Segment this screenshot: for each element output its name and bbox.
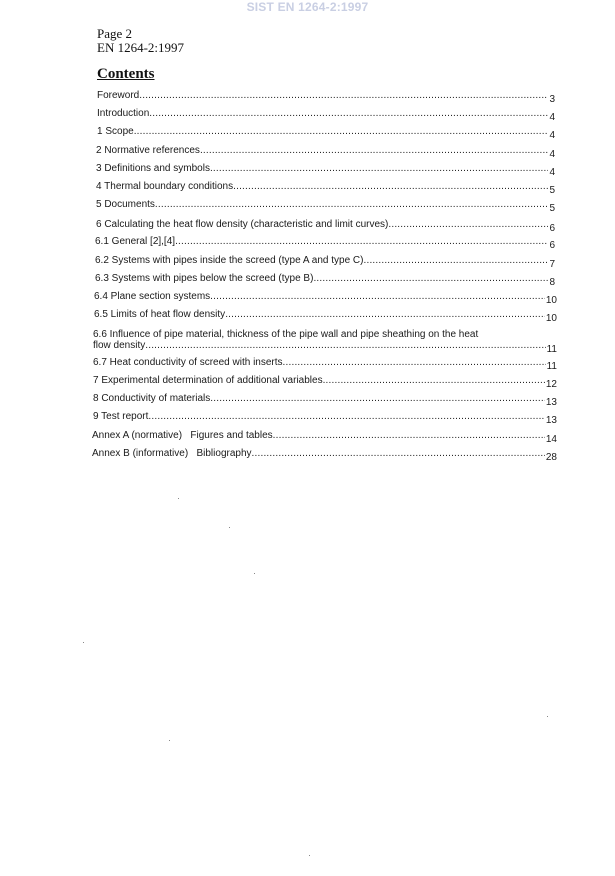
toc-page: 6 [549, 240, 555, 251]
toc-page: 13 [545, 397, 557, 408]
standard-id: EN 1264-2:1997 [97, 40, 185, 55]
toc-entry-6-6 [93, 329, 557, 355]
toc-entry-normative-references [96, 145, 555, 160]
toc-title-cont: flow density [93, 340, 146, 351]
toc-entry-test-report [93, 411, 557, 426]
toc-entry-documents [96, 199, 555, 214]
toc-entry-definitions [96, 163, 555, 178]
toc-page: 10 [545, 313, 557, 324]
toc-entry-6-2 [95, 255, 555, 270]
toc-entry-6-3 [95, 273, 555, 288]
toc-title: 9 Test report [93, 411, 149, 422]
toc-title: 6.1 General [2],[4] [95, 236, 176, 247]
toc-page: 8 [549, 277, 555, 288]
toc-title: 8 Conductivity of materials [93, 393, 211, 404]
toc-title: Introduction [97, 108, 150, 119]
toc-title: Annex B (informative) Bibliography [92, 448, 252, 459]
toc-title: Annex A (normative) Figures and tables [92, 430, 273, 441]
toc-entry-scope [97, 126, 555, 141]
toc-title: 6.4 Plane section systems [94, 291, 211, 302]
toc-page: 11 [546, 361, 557, 372]
toc-page: 7 [549, 259, 555, 270]
toc-entry-foreword [97, 90, 555, 105]
scan-speck [547, 716, 548, 717]
toc-page: 4 [549, 167, 555, 178]
toc-page: 14 [545, 434, 557, 445]
toc-title: 6.3 Systems with pipes below the screed (type B) [95, 273, 314, 284]
scan-speck [309, 855, 310, 856]
toc-entry-6-5 [94, 309, 557, 324]
toc-entry-introduction [97, 108, 555, 123]
toc-title: 6.5 Limits of heat flow density [94, 309, 226, 320]
toc-title: 6.6 Influence of pipe material, thickness of the pipe wall and pipe sheathing on the heat [93, 329, 479, 340]
toc-page: 3 [549, 94, 555, 105]
toc-entry-annex-a [92, 430, 557, 445]
scan-speck [254, 573, 255, 574]
toc-page: 10 [545, 295, 557, 306]
toc-entry-experimental [93, 375, 557, 390]
scan-speck [178, 498, 179, 499]
watermark: SIST EN 1264-2:1997 [246, 0, 369, 14]
toc-page: 11 [546, 344, 557, 355]
toc-title: 3 Definitions and symbols [96, 163, 210, 174]
toc-title: 4 Thermal boundary conditions [96, 181, 234, 192]
toc-title: 2 Normative references [96, 145, 200, 156]
toc-page: 5 [549, 185, 555, 196]
toc-page: 4 [549, 112, 555, 123]
page-number: Page 2 [97, 26, 133, 41]
toc-title: 6 Calculating the heat flow density (characteristic and limit curves) [96, 219, 389, 230]
toc-entry-6-4 [94, 291, 557, 306]
toc-page: 6 [549, 223, 555, 234]
toc-entry-6-7 [93, 357, 557, 372]
toc-page: 4 [549, 149, 555, 160]
toc-entry-annex-b [92, 448, 557, 463]
toc-entry-thermal-boundary [96, 181, 555, 196]
toc-title: 5 Documents [96, 199, 155, 210]
toc-page: 4 [549, 130, 555, 141]
toc-title: 7 Experimental determination of additional variables [93, 375, 323, 386]
toc-title: 6.2 Systems with pipes inside the screed (type A and type C) [95, 255, 364, 266]
scan-speck [169, 740, 170, 741]
toc-entry-calculating [96, 219, 555, 234]
contents-heading: Contents [97, 66, 155, 82]
toc-entry-conductivity [93, 393, 557, 408]
scan-speck [229, 527, 230, 528]
toc-entry-6-1 [95, 236, 555, 251]
toc-page: 12 [545, 379, 557, 390]
toc-title: 6.7 Heat conductivity of screed with inserts [93, 357, 283, 368]
toc-page: 5 [549, 203, 555, 214]
scan-speck [83, 642, 84, 643]
toc-title: 1 Scope [97, 126, 134, 137]
toc-page: 28 [545, 452, 557, 463]
toc-title: Foreword [97, 90, 140, 101]
toc-page: 13 [545, 415, 557, 426]
